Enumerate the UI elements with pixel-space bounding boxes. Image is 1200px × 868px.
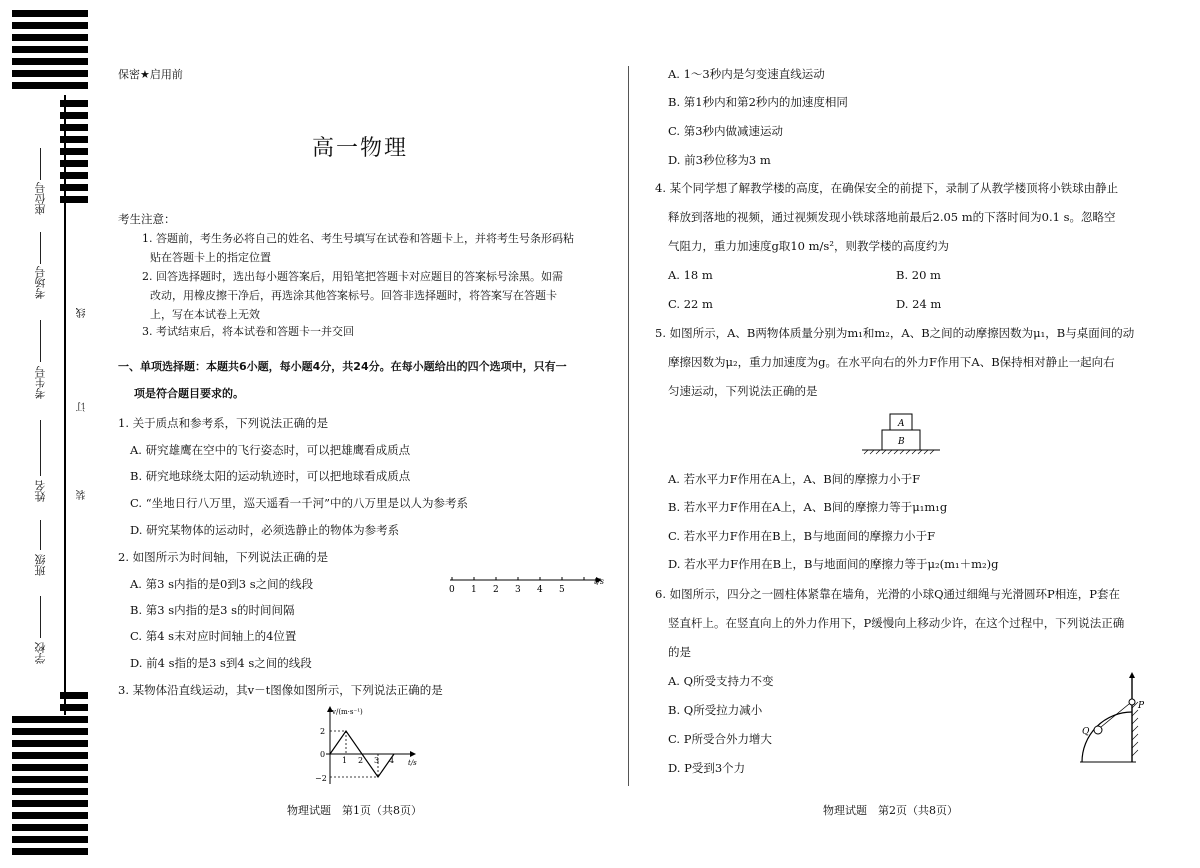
notice-title: 考生注意： <box>118 212 176 226</box>
q6-option: A. Q所受支持力不变 <box>668 674 774 688</box>
axis-tick-label: 5 <box>559 585 565 595</box>
q2-option: A. 第3 s内指的是0到3 s之间的线段 <box>130 577 314 591</box>
q1-option: B. 研究地球绕太阳的运动轨迹时，可以把地球看成质点 <box>130 469 411 483</box>
page-1-footer: 物理试题 第1页（共8页） <box>287 804 422 817</box>
vt-ytick: −2 <box>315 774 327 783</box>
cut-mark-line: 线 <box>77 308 88 318</box>
q4-option: D. 24 m <box>896 297 942 311</box>
notice-line: 2. 回答选择题时，选出每小题答案后，用铅笔把答题卡对应题目的答案标号涂黑。如需 <box>142 270 563 283</box>
q3-stem: 3. 某物体沿直线运动，其v－t图像如图所示，下列说法正确的是 <box>118 683 443 697</box>
block-b-label: B <box>898 437 905 447</box>
q5-stem-line: 5. 如图所示，A、B两物体质量分别为m₁和m₂，A、B之间的动摩擦因数为μ₁，B与桌面间的动 <box>655 326 1135 340</box>
q6-stem-line: 6. 如图所示，四分之一圆柱体紧靠在墙角，光滑的小球Q通过细绳与光滑圆环P相连，P套在 <box>655 587 1121 601</box>
q2-stem: 2. 如图所示为时间轴，下列说法正确的是 <box>118 550 329 564</box>
q1-option: C. “坐地日行八万里，巡天遥看一千河”中的八万里是以人为参考系 <box>130 496 468 510</box>
q4-stem-line: 4. 某个同学想了解教学楼的高度，在确保安全的前提下，录制了从教学楼顶将小铁球由静止 <box>655 181 1119 195</box>
section-heading: 一、单项选择题：本题共6小题，每小题4分，共24分。在每小题给出的四个选项中，只有一 <box>118 360 567 373</box>
notice-line: 1. 答题前，考生务必将自己的姓名、考生号填写在试卷和答题卡上，并将考生号条形码粘 <box>142 232 574 245</box>
q3-option: B. 第1秒内和第2秒内的加速度相同 <box>668 95 848 109</box>
label-q: Q <box>1082 727 1090 737</box>
notice-line: 上，写在本试卷上无效 <box>150 308 260 321</box>
q5-option: B. 若水平力F作用在A上，A、B间的摩擦力等于μ₁m₁g <box>668 500 948 514</box>
q2-option: B. 第3 s内指的是3 s的时间间隔 <box>130 603 295 617</box>
vt-graph-figure <box>312 704 424 788</box>
field-name: 姓名 <box>34 480 47 502</box>
q3-option: C. 第3秒内做减速运动 <box>668 124 784 138</box>
q4-option: C. 22 m <box>668 297 713 311</box>
q2-option: D. 前4 s指的是3 s到4 s之间的线段 <box>130 656 312 670</box>
q4-option: A. 18 m <box>668 268 713 282</box>
q3-option: A. 1～3秒内是匀变速直线运动 <box>668 67 825 81</box>
page-2-footer: 物理试题 第2页（共8页） <box>823 804 958 817</box>
cut-mark-staple: 订 <box>77 402 88 412</box>
q4-stem-line: 释放到落地的视频，通过视频发现小铁球落地前最后2.05 m的下落时间为0.1 s。忽略空 <box>668 210 1116 224</box>
vt-ylabel: v/(m·s⁻¹) <box>332 708 363 716</box>
notice-line: 贴在答题卡上的指定位置 <box>150 251 271 264</box>
vt-ytick: 2 <box>320 727 326 736</box>
cut-mark-bind: 装 <box>77 490 88 500</box>
vt-xtick: 3 <box>374 756 380 765</box>
blocks-figure <box>858 410 944 458</box>
center-divider <box>628 66 629 786</box>
field-seat-number: 座位号 <box>34 182 47 215</box>
axis-tick-label: 0 <box>449 585 455 595</box>
field-student-number: 考生号 <box>34 366 47 399</box>
vt-xlabel: t/s <box>408 759 417 767</box>
quarter-cylinder-figure <box>1074 668 1154 768</box>
q5-option: D. 若水平力F作用在B上，B与地面间的摩擦力等于μ₂(m₁＋m₂)g <box>668 557 999 571</box>
axis-tick-label: 4 <box>537 585 543 595</box>
vt-xtick: 2 <box>358 756 364 765</box>
q5-stem-line: 摩擦因数为μ₂，重力加速度为g。在水平向右的外力F作用下A、B保持相对静止一起向右 <box>668 355 1115 369</box>
confidential-label: 保密★启用前 <box>118 68 183 81</box>
q5-option: A. 若水平力F作用在A上，A、B间的摩擦力小于F <box>668 472 921 486</box>
field-class: 班级 <box>34 554 47 576</box>
time-axis-figure <box>444 570 614 598</box>
vt-xtick: 4 <box>389 756 395 765</box>
field-school: 学校 <box>34 642 47 664</box>
q6-option: D. P受到3个力 <box>668 761 746 775</box>
q1-option: D. 研究某物体的运动时，必须选静止的物体为参考系 <box>130 523 400 537</box>
axis-tick-label: 3 <box>515 585 521 595</box>
q5-option: C. 若水平力F作用在B上，B与地面间的摩擦力小于F <box>668 529 936 543</box>
axis-tick-label: 1 <box>471 585 477 595</box>
q6-option: C. P所受合外力增大 <box>668 732 772 746</box>
q5-stem-line: 匀速运动，下列说法正确的是 <box>668 384 818 398</box>
q2-option: C. 第4 s末对应时间轴上的4位置 <box>130 629 297 643</box>
q6-stem-line: 竖直杆上。在竖直向上的外力作用下，P缓慢向上移动少许，在这个过程中，下列说法正确 <box>668 616 1125 630</box>
notice-line: 3. 考试结束后，将本试卷和答题卡一并交回 <box>142 325 354 338</box>
q6-option: B. Q所受拉力减小 <box>668 703 763 717</box>
q4-stem-line: 气阻力，重力加速度g取10 m/s²，则教学楼的高度约为 <box>668 239 949 253</box>
field-exam-room: 考场号 <box>34 266 47 299</box>
q1-stem: 1. 关于质点和参考系，下列说法正确的是 <box>118 416 329 430</box>
axis-tick-label: 2 <box>493 585 499 595</box>
q6-stem-line: 的是 <box>668 645 691 659</box>
q1-option: A. 研究雄鹰在空中的飞行姿态时，可以把雄鹰看成质点 <box>130 443 411 457</box>
block-a-label: A <box>898 419 905 429</box>
q3-option: D. 前3秒位移为3 m <box>668 153 771 167</box>
section-heading-cont: 项是符合题目要求的。 <box>134 387 244 400</box>
label-p: P <box>1138 701 1145 711</box>
page-title: 高一物理 <box>312 136 409 161</box>
q4-option: B. 20 m <box>896 268 941 282</box>
vt-xtick: 1 <box>342 756 348 765</box>
axis-unit-label: t/s <box>594 577 605 586</box>
vt-ytick: 0 <box>320 750 326 759</box>
notice-line: 改动，用橡皮擦干净后，再选涂其他答案标号。回答非选择题时，将答案写在答题卡 <box>150 289 557 302</box>
